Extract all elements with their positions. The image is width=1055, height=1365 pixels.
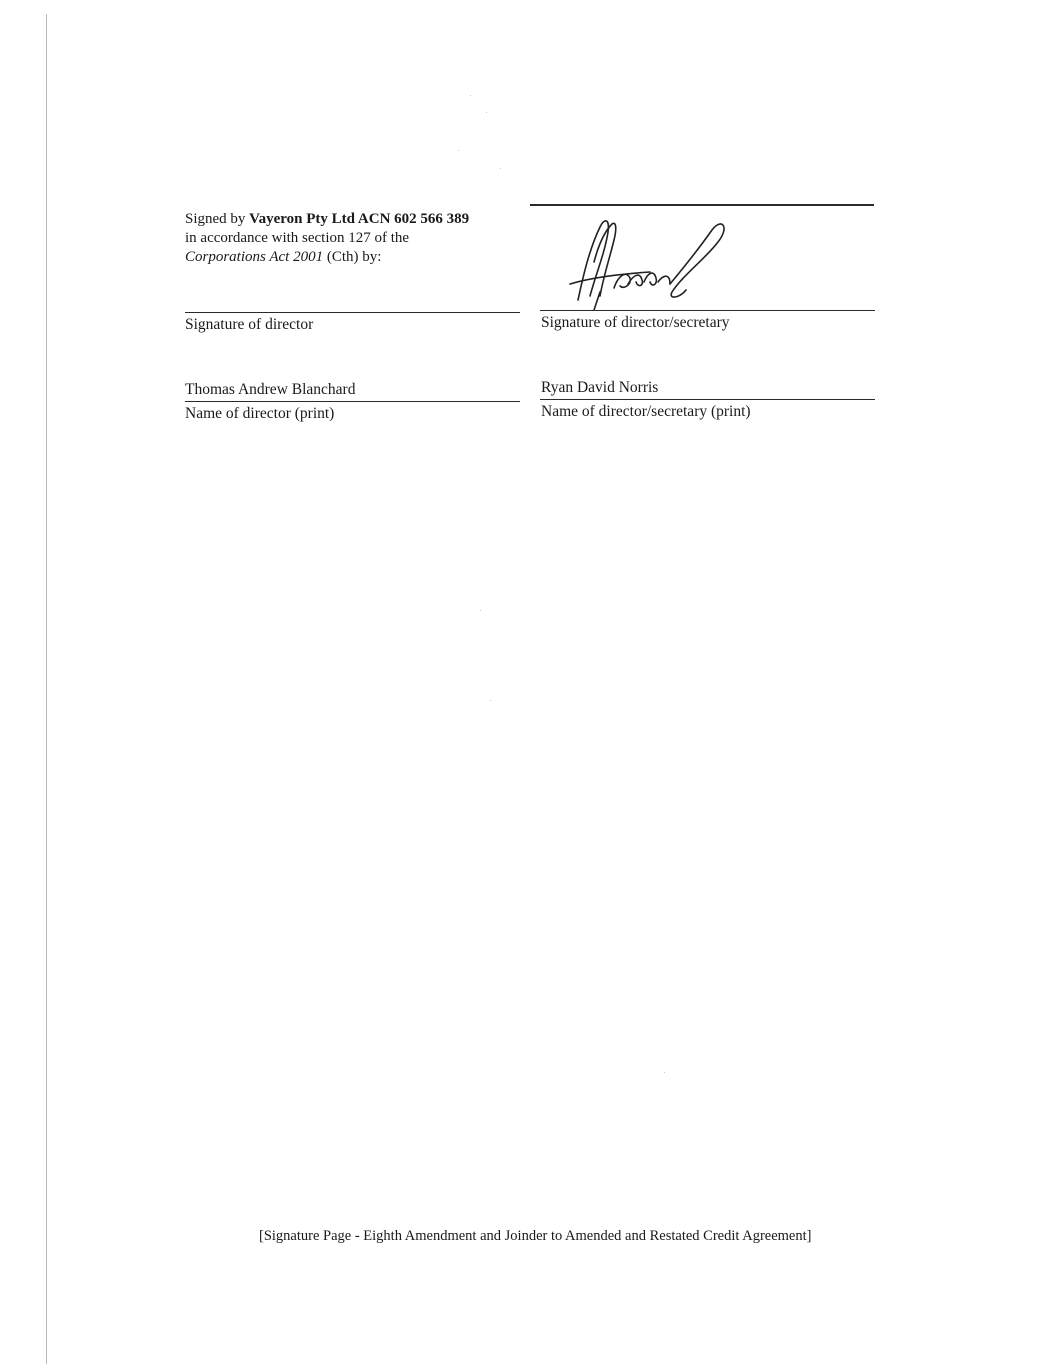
scan-speck <box>664 1072 665 1073</box>
scan-speck <box>458 150 459 151</box>
act-name: Corporations Act 2001 <box>185 249 324 265</box>
director-name-label: Name of director (print) <box>185 405 335 422</box>
director-name: Thomas Andrew Blanchard <box>185 381 356 398</box>
secretary-signature-label: Signature of director/secretary <box>541 314 730 331</box>
scan-speck <box>490 700 491 701</box>
secretary-name: Ryan David Norris <box>541 379 659 396</box>
secretary-name-line <box>540 399 875 400</box>
handwritten-signature <box>560 212 750 312</box>
execution-line-2: in accordance with section 127 of the <box>185 230 410 246</box>
scan-speck <box>470 95 471 96</box>
director-signature-line <box>185 312 520 313</box>
scan-edge <box>46 14 47 1364</box>
secretary-name-label: Name of director/secretary (print) <box>541 403 751 420</box>
scan-speck <box>480 610 481 611</box>
execution-line-1 <box>185 210 525 229</box>
secretary-signature-line <box>540 310 875 311</box>
scan-speck <box>486 112 487 113</box>
act-suffix: (Cth) by: <box>323 249 382 265</box>
scan-speck <box>500 168 501 169</box>
signed-by-text: Signed by <box>185 211 250 227</box>
top-rule <box>530 204 874 206</box>
director-signature-label: Signature of director <box>185 316 314 333</box>
director-name-line <box>185 401 520 402</box>
execution-clause <box>185 210 525 267</box>
execution-line-3 <box>185 248 525 267</box>
page-footer: [Signature Page - Eighth Amendment and Joinder to Amended and Restated Credit Agreement] <box>259 1228 812 1244</box>
company-name: Vayeron Pty Ltd ACN 602 566 389 <box>249 211 470 227</box>
